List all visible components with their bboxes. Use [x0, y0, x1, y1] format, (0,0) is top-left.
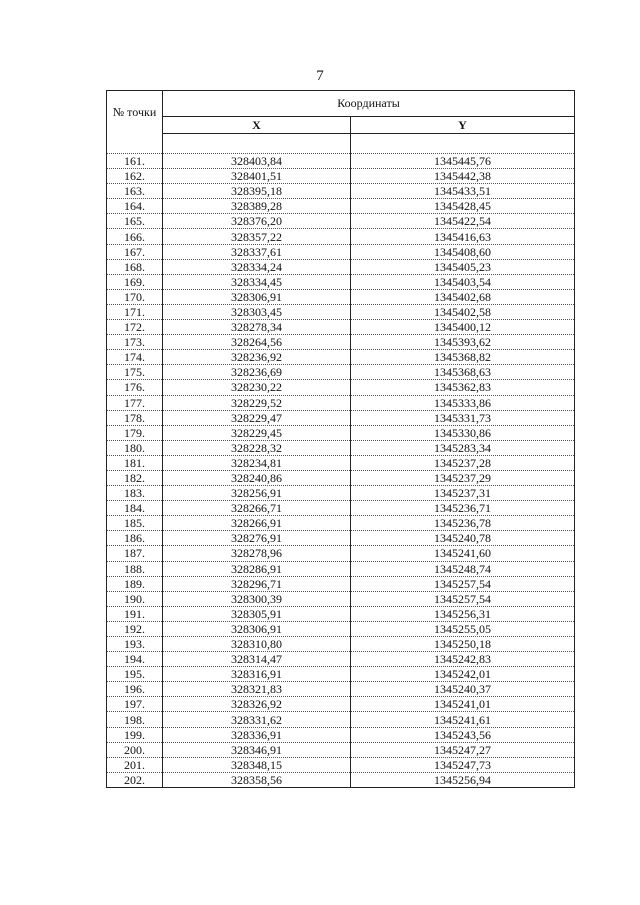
x-coordinate-cell: 328389,28 — [163, 199, 351, 214]
y-coordinate-cell: 1345408,60 — [351, 244, 575, 259]
table-row — [107, 244, 575, 259]
point-number-cell: 185. — [107, 516, 163, 531]
y-coordinate-cell: 1345241,60 — [351, 546, 575, 561]
y-coordinate-cell: 1345240,78 — [351, 531, 575, 546]
point-number-cell: 170. — [107, 289, 163, 304]
y-coordinate-cell: 1345241,01 — [351, 697, 575, 712]
x-coordinate-cell: 328310,80 — [163, 637, 351, 652]
table-row — [107, 365, 575, 380]
x-coordinate-cell: 328278,34 — [163, 320, 351, 335]
table-header — [107, 91, 575, 134]
point-number-cell: 162. — [107, 169, 163, 184]
point-number-header: № точки — [107, 91, 163, 134]
point-number-cell: 198. — [107, 712, 163, 727]
point-number-cell: 193. — [107, 637, 163, 652]
table-row — [107, 350, 575, 365]
y-coordinate-cell: 1345442,38 — [351, 169, 575, 184]
point-number-cell: 179. — [107, 425, 163, 440]
x-coordinate-cell: 328321,83 — [163, 682, 351, 697]
point-number-cell: 184. — [107, 501, 163, 516]
table-row — [107, 637, 575, 652]
point-number-cell: 199. — [107, 727, 163, 742]
point-number-cell: 167. — [107, 244, 163, 259]
page-number: 7 — [316, 68, 324, 84]
table-row — [107, 304, 575, 319]
point-number-cell: 163. — [107, 184, 163, 199]
point-number-cell: 201. — [107, 757, 163, 772]
y-coordinate-cell: 1345405,23 — [351, 259, 575, 274]
x-coordinate-cell: 328234,81 — [163, 455, 351, 470]
point-number-cell: 200. — [107, 742, 163, 757]
y-coordinate-cell: 1345416,63 — [351, 229, 575, 244]
point-number-cell: 202. — [107, 772, 163, 787]
table-row — [107, 154, 575, 169]
y-coordinate-cell: 1345250,18 — [351, 637, 575, 652]
y-coordinate-cell: 1345247,73 — [351, 757, 575, 772]
table-row — [107, 214, 575, 229]
point-number-cell: 194. — [107, 652, 163, 667]
point-number-cell: 168. — [107, 259, 163, 274]
x-coordinate-cell: 328326,92 — [163, 697, 351, 712]
y-coordinate-cell: 1345362,83 — [351, 380, 575, 395]
table-row — [107, 184, 575, 199]
y-coordinate-cell: 1345256,31 — [351, 606, 575, 621]
table-row — [107, 546, 575, 561]
x-coordinate-cell: 328296,71 — [163, 576, 351, 591]
point-number-cell: 196. — [107, 682, 163, 697]
table-row — [107, 772, 575, 787]
table-row — [107, 169, 575, 184]
point-number-cell: 173. — [107, 335, 163, 350]
x-header: X — [163, 117, 351, 134]
table-row — [107, 516, 575, 531]
point-number-cell: 189. — [107, 576, 163, 591]
table-row — [107, 425, 575, 440]
x-coordinate-cell: 328230,22 — [163, 380, 351, 395]
y-coordinate-cell: 1345428,45 — [351, 199, 575, 214]
x-coordinate-cell: 328229,45 — [163, 425, 351, 440]
x-coordinate-cell: 328334,24 — [163, 259, 351, 274]
y-coordinate-cell: 1345240,37 — [351, 682, 575, 697]
point-number-cell: 192. — [107, 621, 163, 636]
table-row — [107, 229, 575, 244]
point-number-cell: 166. — [107, 229, 163, 244]
table-row — [107, 742, 575, 757]
y-coordinate-cell: 1345331,73 — [351, 410, 575, 425]
y-coordinate-cell: 1345445,76 — [351, 154, 575, 169]
x-coordinate-cell: 328236,69 — [163, 365, 351, 380]
table-row — [107, 697, 575, 712]
point-number-cell: 161. — [107, 154, 163, 169]
y-coordinate-cell: 1345402,68 — [351, 289, 575, 304]
x-coordinate-cell: 328334,45 — [163, 274, 351, 289]
table-row — [107, 576, 575, 591]
table-row — [107, 757, 575, 772]
y-coordinate-cell: 1345368,82 — [351, 350, 575, 365]
x-coordinate-cell: 328357,22 — [163, 229, 351, 244]
table-row — [107, 486, 575, 501]
table-row — [107, 199, 575, 214]
point-number-cell: 176. — [107, 380, 163, 395]
x-coordinate-cell: 328228,32 — [163, 440, 351, 455]
table-row — [107, 410, 575, 425]
x-coordinate-cell: 328314,47 — [163, 652, 351, 667]
y-coordinate-cell: 1345400,12 — [351, 320, 575, 335]
x-coordinate-cell: 328264,56 — [163, 335, 351, 350]
x-coordinate-cell: 328276,91 — [163, 531, 351, 546]
y-coordinate-cell: 1345236,71 — [351, 501, 575, 516]
y-coordinate-cell: 1345333,86 — [351, 395, 575, 410]
table-row — [107, 667, 575, 682]
x-coordinate-cell: 328403,84 — [163, 154, 351, 169]
y-coordinate-cell: 1345368,63 — [351, 365, 575, 380]
point-number-cell: 164. — [107, 199, 163, 214]
x-coordinate-cell: 328336,91 — [163, 727, 351, 742]
point-number-cell: 197. — [107, 697, 163, 712]
x-coordinate-cell: 328236,92 — [163, 350, 351, 365]
table-row — [107, 501, 575, 516]
table-row — [107, 335, 575, 350]
y-coordinate-cell: 1345403,54 — [351, 274, 575, 289]
y-coordinate-cell: 1345256,94 — [351, 772, 575, 787]
point-number-cell: 172. — [107, 320, 163, 335]
subheader-row — [107, 117, 575, 134]
x-coordinate-cell: 328266,71 — [163, 501, 351, 516]
y-coordinate-cell: 1345241,61 — [351, 712, 575, 727]
x-coordinate-cell: 328256,91 — [163, 486, 351, 501]
x-coordinate-cell: 328331,62 — [163, 712, 351, 727]
table-row — [107, 591, 575, 606]
x-coordinate-cell: 328286,91 — [163, 561, 351, 576]
point-number-cell: 183. — [107, 486, 163, 501]
y-coordinate-cell: 1345242,83 — [351, 652, 575, 667]
y-coordinate-cell: 1345236,78 — [351, 516, 575, 531]
x-coordinate-cell: 328316,91 — [163, 667, 351, 682]
table-row — [107, 531, 575, 546]
point-number-cell: 191. — [107, 606, 163, 621]
y-coordinate-cell: 1345247,27 — [351, 742, 575, 757]
x-coordinate-cell: 328229,47 — [163, 410, 351, 425]
y-coordinate-cell: 1345243,56 — [351, 727, 575, 742]
x-coordinate-cell: 328305,91 — [163, 606, 351, 621]
point-number-cell: 178. — [107, 410, 163, 425]
y-coordinate-cell: 1345422,54 — [351, 214, 575, 229]
table-row — [107, 274, 575, 289]
table-row — [107, 455, 575, 470]
point-number-cell: 171. — [107, 304, 163, 319]
point-number-cell: 182. — [107, 470, 163, 485]
x-coordinate-cell: 328240,86 — [163, 470, 351, 485]
table-row — [107, 652, 575, 667]
y-coordinate-cell: 1345237,31 — [351, 486, 575, 501]
x-coordinate-cell: 328300,39 — [163, 591, 351, 606]
spacer-row — [107, 134, 575, 154]
x-coordinate-cell: 328358,56 — [163, 772, 351, 787]
y-coordinate-cell: 1345237,28 — [351, 455, 575, 470]
y-coordinate-cell: 1345257,54 — [351, 591, 575, 606]
table-row — [107, 289, 575, 304]
table-row — [107, 395, 575, 410]
x-coordinate-cell: 328348,15 — [163, 757, 351, 772]
point-number-cell: 190. — [107, 591, 163, 606]
point-number-cell: 175. — [107, 365, 163, 380]
x-coordinate-cell: 328229,52 — [163, 395, 351, 410]
point-number-cell: 187. — [107, 546, 163, 561]
table-row — [107, 727, 575, 742]
table-row — [107, 621, 575, 636]
point-number-cell: 186. — [107, 531, 163, 546]
y-coordinate-cell: 1345248,74 — [351, 561, 575, 576]
x-coordinate-cell: 328376,20 — [163, 214, 351, 229]
y-coordinate-cell: 1345242,01 — [351, 667, 575, 682]
table-body — [107, 134, 575, 788]
x-coordinate-cell: 328306,91 — [163, 289, 351, 304]
y-coordinate-cell: 1345402,58 — [351, 304, 575, 319]
x-coordinate-cell: 328401,51 — [163, 169, 351, 184]
y-coordinate-cell: 1345283,34 — [351, 440, 575, 455]
y-coordinate-cell: 1345433,51 — [351, 184, 575, 199]
header-row — [107, 91, 575, 117]
table-row — [107, 380, 575, 395]
table-row — [107, 320, 575, 335]
x-coordinate-cell: 328346,91 — [163, 742, 351, 757]
point-number-cell: 174. — [107, 350, 163, 365]
table-row — [107, 682, 575, 697]
point-number-cell: 195. — [107, 667, 163, 682]
x-coordinate-cell: 328306,91 — [163, 621, 351, 636]
x-coordinate-cell: 328266,91 — [163, 516, 351, 531]
y-coordinate-cell: 1345393,62 — [351, 335, 575, 350]
x-coordinate-cell: 328278,96 — [163, 546, 351, 561]
y-coordinate-cell: 1345257,54 — [351, 576, 575, 591]
table-row — [107, 712, 575, 727]
x-coordinate-cell: 328337,61 — [163, 244, 351, 259]
table-row — [107, 470, 575, 485]
y-coordinate-cell: 1345255,05 — [351, 621, 575, 636]
table-row — [107, 440, 575, 455]
y-coordinate-cell: 1345237,29 — [351, 470, 575, 485]
coordinates-header: Координаты — [163, 91, 575, 117]
y-coordinate-cell: 1345330,86 — [351, 425, 575, 440]
x-coordinate-cell: 328303,45 — [163, 304, 351, 319]
point-number-cell: 169. — [107, 274, 163, 289]
y-header: Y — [351, 117, 575, 134]
point-number-cell: 180. — [107, 440, 163, 455]
x-coordinate-cell: 328395,18 — [163, 184, 351, 199]
table-row — [107, 259, 575, 274]
table-row — [107, 561, 575, 576]
coordinates-table — [106, 90, 575, 788]
table-row — [107, 606, 575, 621]
point-number-cell: 188. — [107, 561, 163, 576]
point-number-cell: 177. — [107, 395, 163, 410]
point-number-cell: 165. — [107, 214, 163, 229]
point-number-cell: 181. — [107, 455, 163, 470]
